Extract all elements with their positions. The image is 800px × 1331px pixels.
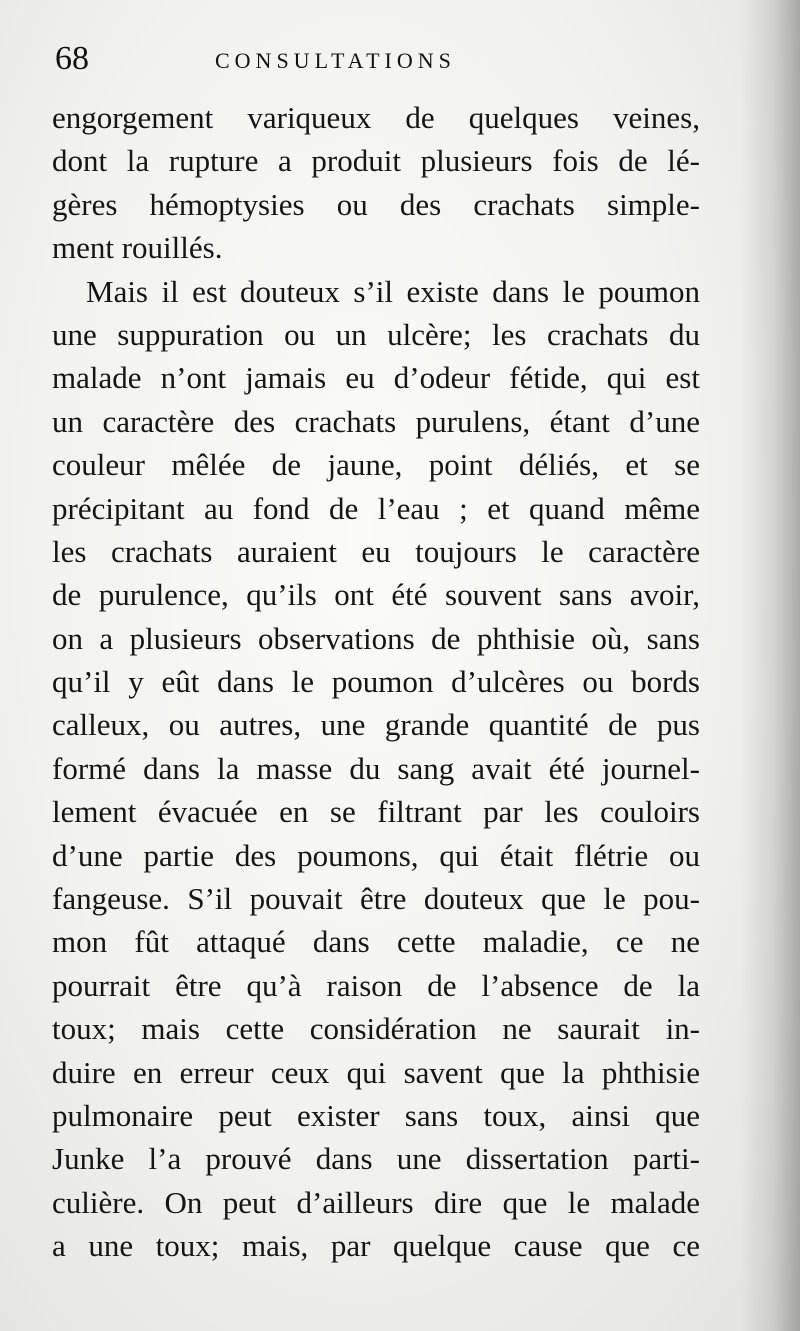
page-header (55, 40, 695, 90)
running-head: CONSULTATIONS (215, 48, 456, 73)
text-line: de purulence, qu’ils ont été souvent sans avoir, (52, 577, 700, 613)
text-line: couleur mêlée de jaune, point déliés, et se (52, 447, 700, 483)
text-line: une suppuration ou un ulcère; les crachats du (52, 316, 700, 352)
text-line: a une toux; mais, par quelque cause que ce (52, 1228, 700, 1264)
text-line: les crachats auraient eu toujours le caractère (52, 533, 700, 569)
text-line: gères hémoptysies ou des crachats simple- (52, 186, 700, 222)
text-line: précipitant au fond de l’eau ; et quand même (52, 490, 700, 526)
text-line: qu’il y eût dans le poumon d’ulcères ou bords (52, 664, 700, 700)
text-line: d’une partie des poumons, qui était flétrie ou (52, 837, 700, 873)
text-line: toux; mais cette considération ne saurait in- (52, 1011, 700, 1047)
text-line: engorgement variqueux de quelques veines, (52, 100, 700, 135)
text-line: formé dans la masse du sang avait été journel- (52, 750, 700, 786)
text-line: Mais il est douteux s’il existe dans le poumon (86, 273, 700, 309)
text-line: calleux, ou autres, une grande quantité de pus (52, 707, 700, 743)
text-line: pulmonaire peut exister sans toux, ainsi que (52, 1097, 700, 1133)
body-text (52, 96, 700, 1268)
text-line: ment rouillés. (52, 230, 223, 266)
text-line: duire en erreur ceux qui savent que la phthisie (52, 1054, 700, 1090)
text-line: mon fût attaqué dans cette maladie, ce ne (52, 924, 700, 960)
text-line: malade n’ont jamais eu d’odeur fétide, qui est (52, 360, 700, 396)
text-line: on a plusieurs observations de phthisie où, sans (52, 620, 700, 656)
text-line: lement évacuée en se filtrant par les couloirs (52, 794, 700, 830)
text-line: culière. On peut d’ailleurs dire que le malade (52, 1184, 700, 1220)
text-line: dont la rupture a produit plusieurs fois de lé- (52, 143, 700, 179)
text-line: Junke l’a prouvé dans une dissertation parti- (52, 1141, 700, 1177)
text-line: pourrait être qu’à raison de l’absence de la (52, 967, 700, 1003)
text-line: fangeuse. S’il pouvait être douteux que le pou- (52, 881, 700, 917)
page-number: 68 (55, 40, 89, 77)
text-line: un caractère des crachats purulens, étant d’une (52, 403, 700, 439)
